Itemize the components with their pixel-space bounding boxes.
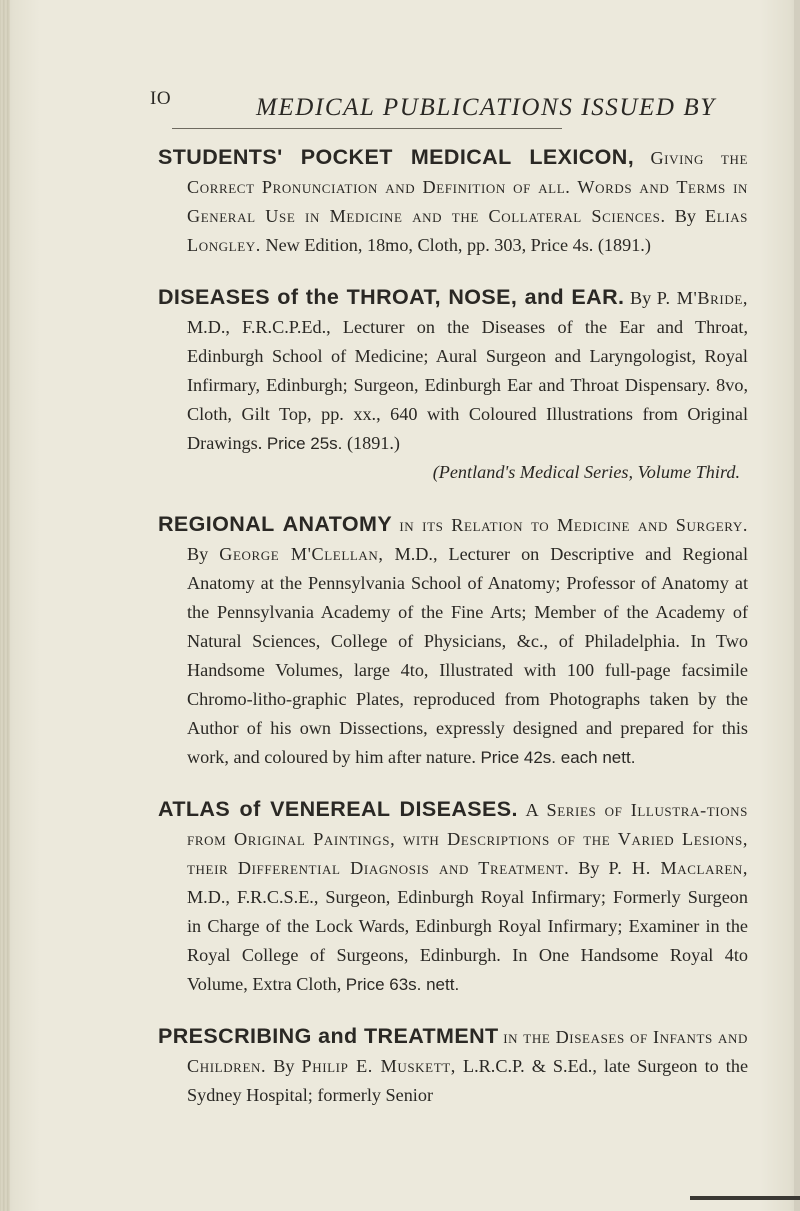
entry-price: Price 63s. nett.	[345, 975, 460, 994]
page-number: IO	[150, 88, 172, 109]
running-title: MEDICAL PUBLICATIONS ISSUED BY	[256, 94, 716, 121]
entry-subtitle: in the Diseases of Infants and Children.	[187, 1027, 749, 1076]
entry-subtitle: in its Relation to Medicine and Surgery.	[399, 515, 748, 535]
entry-by: By	[629, 288, 652, 308]
entry-author: Elias Longley.	[187, 206, 749, 255]
entry-details: M.D., Lecturer on Descriptive and Regional Anatomy at the Pennsylvania School of Anatomy; Professor of Anatomy at the Pennsylvania Academy of the Fine Arts; Member of the Academy of Natural Sciences, College of Physicians, &c., of Philadelphia. In Two Handsome Volumes, large 4to, Illustrated with 100 full-page facsimile Chromo-litho-graphic Plates, reproduced from Photographs taken by the Author of his own Dissections, expressly designed and prepared for this work, and coloured by him after nature.	[187, 544, 749, 767]
publication-entry	[158, 795, 748, 999]
entry-details: M.D., F.R.C.S.E., Surgeon, Edinburgh Royal Infirmary; Formerly Surgeon in Charge of the Lock Wards, Edinburgh Royal Infirmary; Examiner in the Royal College of Surgeons, Edinburgh. In One Handsome Royal 4to Volume, Extra Cloth,	[187, 887, 748, 994]
entry-author: P. H. Maclaren,	[608, 858, 749, 878]
entry-author: Philip E. Muskett,	[301, 1056, 456, 1076]
page-spine-shadow	[0, 0, 10, 1211]
entry-title: STUDENTS' POCKET MEDICAL LEXICON,	[158, 145, 635, 169]
bottom-rule	[690, 1196, 800, 1200]
entry-details: L.R.C.P. & S.Ed., late Surgeon to the Sydney Hospital; formerly Senior	[187, 1056, 749, 1105]
entry-details: M.D., F.R.C.P.Ed., Lecturer on the Diseases of the Ear and Throat, Edinburgh School of Medicine; Aural Surgeon and Laryngologist, Royal Infirmary, Edinburgh; Surgeon, Edinburgh Ear and Throat Dispensary. 8vo, Cloth, Gilt Top, pp. xx., 640 with Coloured Illustrations from Original Drawings.	[187, 317, 748, 453]
publication-entry	[158, 143, 748, 260]
entry-by: By	[578, 858, 600, 878]
entry-title: DISEASES of the THROAT, NOSE, and EAR.	[158, 285, 625, 309]
entry-details: New Edition, 18mo, Cloth, pp. 303, Price 4s. (1891.)	[265, 235, 651, 255]
publication-entry	[158, 1022, 748, 1110]
page-right-edge	[794, 0, 800, 1211]
header-rule	[172, 128, 562, 129]
publication-list	[158, 143, 748, 1133]
publication-entry	[158, 510, 748, 772]
entry-title: PRESCRIBING and TREATMENT	[158, 1024, 499, 1048]
entry-series: (Pentland's Medical Series, Volume Third.	[432, 462, 740, 482]
entry-author: George M'Clellan,	[219, 544, 384, 564]
entry-by: By	[674, 206, 696, 226]
entry-title: ATLAS of VENEREAL DISEASES.	[158, 797, 518, 821]
page-header	[150, 88, 750, 122]
entry-by: By	[187, 544, 209, 564]
entry-year: (1891.)	[346, 433, 400, 453]
entry-subtitle: Giving the Correct Pronunciation and Definition of all. Words and Terms in General Use in Medicine and the Collateral Sciences.	[187, 148, 748, 226]
publication-entry	[158, 283, 748, 487]
entry-by: By	[273, 1056, 295, 1076]
entry-price: Price 25s.	[266, 434, 343, 453]
entry-author: P. M'Bride,	[656, 288, 749, 308]
entry-subtitle: A Series of Illustra-tions from Original Paintings, with Descriptions of the Varied Lesions, their Differential Diagnosis and Treatment.	[187, 800, 748, 878]
entry-price: Price 42s. each nett.	[480, 748, 636, 767]
entry-title: REGIONAL ANATOMY	[158, 512, 393, 536]
